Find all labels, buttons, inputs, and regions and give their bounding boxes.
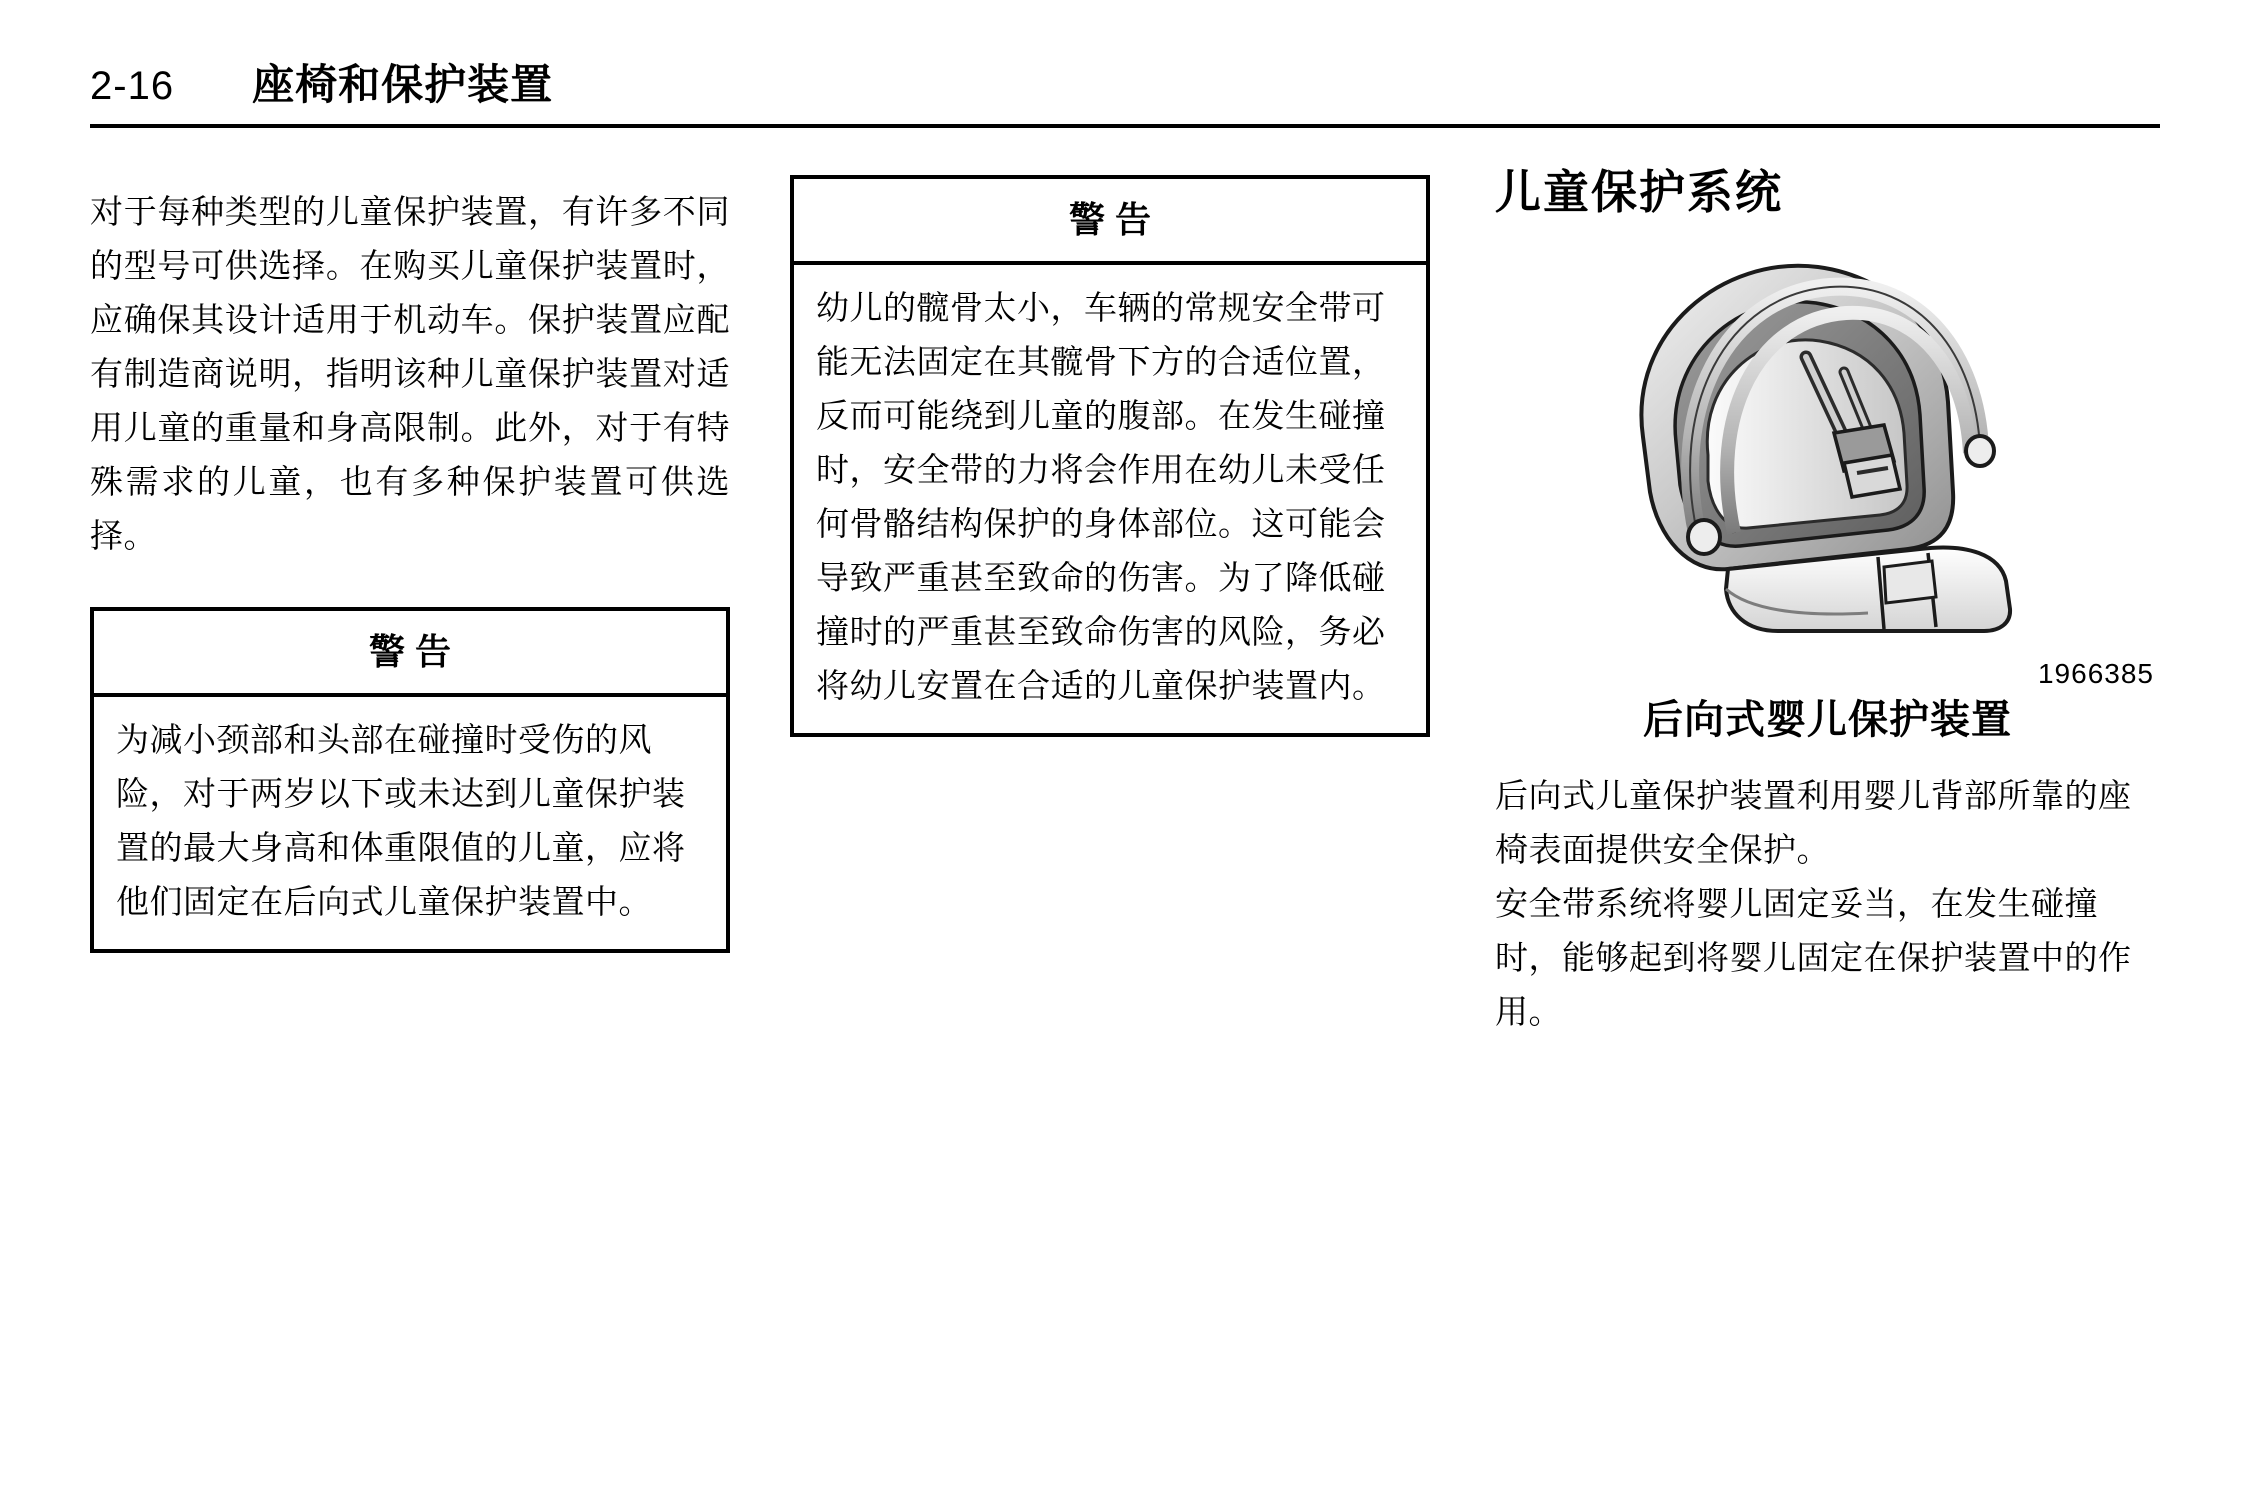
warning-box-hip-bones <box>790 175 1430 737</box>
warning-text: 为减小颈部和头部在碰撞时受伤的风险，对于两岁以下或未达到儿童保护装置的最大身高和体重限值的儿童，应将他们固定在后向式儿童保护装置中。 <box>116 721 686 920</box>
column-two <box>790 175 1430 737</box>
warning-text: 幼儿的髋骨太小，车辆的常规安全带可能无法固定在其髋骨下方的合适位置，反而可能绕到儿童的腹部。在发生碰撞时，安全带的力将会作用在幼儿未受任何骨骼结构保护的身体部位。这可能会导致严重甚至致命的伤害。为了降低碰撞时的严重甚至致命伤害的风险，务必将幼儿安置在合适的儿童保护装置内。 <box>816 289 1386 704</box>
page-header <box>90 52 2160 128</box>
rear-facing-infant-seat-icon <box>1548 237 2108 637</box>
warning-box-neck-head <box>90 607 730 953</box>
paragraph-one: 后向式儿童保护装置利用婴儿背部所靠的座椅表面提供安全保护。 <box>1495 777 2132 868</box>
infant-seat-figure <box>1495 237 2160 689</box>
paragraph-two: 安全带系统将婴儿固定妥当，在发生碰撞时，能够起到将婴儿固定在保护装置中的作用。 <box>1495 885 2132 1030</box>
page-number: 2-16 <box>90 64 175 108</box>
column-one <box>90 185 730 953</box>
header-divider <box>90 124 2160 128</box>
warning-title: 警告 <box>794 179 1426 265</box>
section-heading: 儿童保护系统 <box>1495 166 1783 218</box>
page-title: 座椅和保护装置 <box>252 61 554 108</box>
figure-id: 1966385 <box>2037 658 2154 689</box>
column-three <box>1495 165 2160 1039</box>
warning-title: 警告 <box>94 611 726 697</box>
subsection-heading: 后向式婴儿保护装置 <box>1643 698 2012 742</box>
intro-paragraph: 对于每种类型的儿童保护装置，有许多不同的型号可供选择。在购买儿童保护装置时，应确保其设计适用于机动车。保护装置应配有制造商说明，指明该种儿童保护装置对适用儿童的重量和身高限制。此外，对于有特殊需求的儿童，也有多种保护装置可供选择。 <box>90 193 730 554</box>
